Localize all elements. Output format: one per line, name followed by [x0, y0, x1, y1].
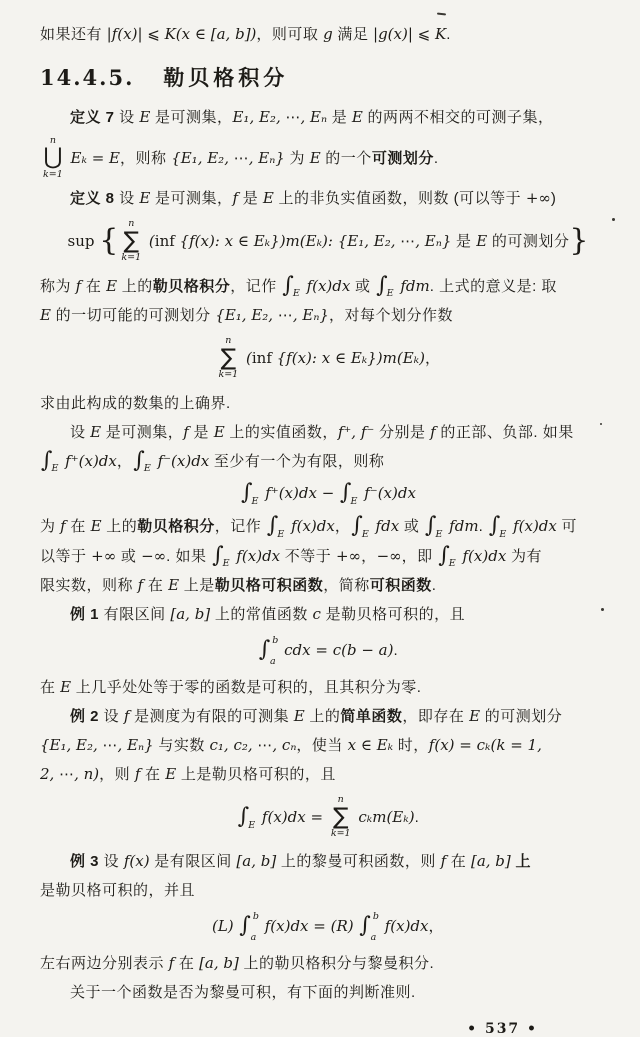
text-line	[40, 103, 616, 132]
text-run: 的可测划分	[480, 708, 563, 726]
text-run: .	[414, 809, 420, 827]
text-run: 是	[238, 190, 263, 208]
integral-glyph: ∫	[41, 447, 53, 473]
integral-limits	[251, 912, 259, 942]
math-run: f	[168, 954, 175, 973]
text-run: 上的黎曼可积函数，则	[276, 853, 441, 871]
integral-glyph: ∫	[282, 272, 294, 298]
scan-artifact	[600, 423, 602, 425]
math-run: E	[139, 108, 151, 126]
text-run: 不等于	[280, 547, 336, 565]
math-run: [a, b]	[236, 852, 277, 871]
math-run: f⁻(x)dx	[359, 484, 416, 503]
math-run: f(x)dx	[379, 917, 429, 936]
upper-limit: b	[372, 911, 379, 923]
integral-subscript: E	[361, 528, 369, 540]
operator-glyph: ∑	[332, 803, 349, 830]
text-run: 是可测集，	[150, 190, 233, 208]
text-run: 设	[99, 853, 124, 871]
text-run: 以等于	[40, 547, 92, 565]
math-run: f(x)dx	[301, 276, 351, 295]
bold-term: 简单函数	[340, 708, 403, 726]
text-run: ，	[361, 547, 377, 565]
big-brace: }	[569, 222, 589, 258]
text-run: 设	[114, 190, 140, 208]
body-lines	[40, 103, 616, 1007]
bold-term: 可测划分	[371, 150, 434, 168]
integral-subscript: E	[435, 528, 443, 540]
lower-limit: k=1	[218, 369, 239, 381]
integral-glyph: ∫	[376, 272, 388, 298]
text-run: 分别是	[374, 423, 431, 441]
integral-glyph: ∫	[241, 480, 253, 506]
math-run: f	[134, 765, 141, 784]
integral-subscript: E	[448, 558, 456, 570]
math-run: f⁺(x)dx	[60, 451, 117, 470]
text-line	[40, 272, 616, 302]
formula-line	[40, 796, 616, 840]
math-run: f(x) = cₖ(k = 1,	[428, 736, 542, 755]
text-run: 上是	[179, 577, 215, 595]
text-run: 如果还有	[40, 26, 107, 43]
lower-limit: k=1	[43, 168, 63, 180]
text-run: ，即	[401, 547, 438, 565]
formula-line	[40, 480, 616, 507]
text-run: 是勒贝格可积的，且	[320, 606, 466, 624]
lower-limit: a	[270, 655, 276, 667]
integral-sign	[340, 480, 358, 507]
text-run: 左右两边分别表示	[40, 955, 169, 973]
text-run: 或	[116, 547, 142, 565]
math-run: f	[440, 852, 447, 871]
operator-name: sup	[67, 232, 100, 251]
formula-line	[40, 220, 616, 264]
text-run: ，则称	[120, 150, 172, 168]
text-line	[40, 184, 616, 213]
operator-name: inf	[154, 232, 175, 251]
scan-artifact	[601, 608, 604, 611]
text-run: 可	[556, 518, 578, 536]
math-run: c	[312, 605, 321, 624]
math-run: f(x)	[123, 852, 150, 871]
upper-limit: b	[252, 911, 259, 923]
math-run: {E₁, E₂, ⋯, Eₙ}	[40, 736, 154, 755]
text-line	[40, 949, 616, 978]
text-run: 为	[284, 150, 310, 168]
integral-sign-with-limits	[239, 912, 259, 942]
integral-subscript: E	[248, 819, 256, 831]
text-line	[40, 447, 616, 477]
math-run: f(x)dx =	[257, 808, 328, 827]
math-run: (	[241, 349, 252, 368]
text-run: 满足	[332, 26, 374, 43]
text-run: 是	[451, 233, 477, 251]
bold-term: 定义 7	[70, 109, 115, 126]
math-run: E	[139, 189, 151, 208]
text-run: ，	[428, 918, 445, 936]
text-run: 或	[399, 518, 424, 536]
integral-glyph: ∫	[239, 913, 251, 939]
math-run: E	[469, 707, 481, 726]
math-run: f(x)dx	[508, 517, 557, 536]
bold-term: 例 2	[70, 708, 100, 726]
math-run: f	[137, 576, 144, 595]
text-run: 上是勒贝格可积的，且	[176, 766, 336, 784]
text-line	[40, 978, 616, 1007]
text-line	[40, 389, 616, 418]
math-run: fdm	[444, 517, 479, 536]
text-line	[40, 673, 616, 702]
text-run: ，对每个划分作数	[328, 307, 453, 325]
math-run: Eₖ = E	[65, 149, 121, 168]
text-run: 的一个	[320, 150, 372, 168]
text-run: 关于一个函数是否为黎曼可积，有下面的判断准则.	[70, 984, 416, 1002]
integral-subscript: E	[251, 495, 259, 507]
text-run: 是测度为有限的可测集	[129, 708, 294, 726]
math-run: [a, b]	[470, 852, 511, 871]
integral-sign	[425, 513, 443, 542]
operator-glyph: ⋃	[43, 144, 63, 171]
integral-sign	[351, 513, 369, 542]
text-run: ，	[425, 350, 441, 368]
operator-name: inf	[251, 349, 272, 368]
integral-glyph: ∫	[133, 447, 145, 473]
sum-operator	[121, 219, 141, 263]
text-run: .	[431, 577, 437, 595]
text-run: 有限区间	[99, 606, 171, 624]
integral-glyph: ∫	[488, 513, 501, 539]
math-run: E	[165, 765, 177, 784]
math-run: f(x)dx	[457, 546, 507, 565]
bold-term: 可积函数	[369, 577, 432, 595]
text-run: 限实数，则称	[40, 577, 138, 595]
text-line	[40, 731, 616, 760]
big-brace: {	[99, 222, 119, 258]
text-run: ，	[334, 518, 351, 536]
bold-term: 例 3	[70, 853, 100, 871]
text-run: 在	[140, 766, 166, 784]
bold-term: 勒贝格可积函数	[214, 577, 324, 595]
bold-term: 例 1	[70, 606, 100, 624]
integral-glyph: ∫	[351, 513, 363, 539]
formula-line	[40, 912, 616, 942]
integral-sign	[489, 513, 507, 542]
text-run: 是勒贝格可积的，并且	[40, 882, 196, 900]
text-run: 是可测集，	[101, 423, 184, 441]
text-run: 上的勒贝格积分与黎曼积分.	[238, 955, 435, 973]
text-line	[40, 702, 616, 731]
text-run: 在	[40, 679, 61, 697]
text-run: . 上式的意义是: 取	[429, 277, 557, 295]
integral-sign	[267, 513, 285, 542]
math-run: f⁺(x)dx −	[260, 484, 340, 503]
text-run: 设	[70, 423, 91, 441]
text-line	[40, 132, 616, 184]
lower-limit: a	[370, 931, 377, 943]
text-run: 在	[65, 518, 91, 536]
integral-glyph: ∫	[266, 513, 279, 539]
bold-term: 定义 8	[70, 190, 115, 208]
math-run: fdm	[395, 276, 430, 295]
text-run: ，记作	[214, 518, 266, 536]
math-run: {E₁, E₂, ⋯, Eₙ}	[171, 149, 285, 168]
integral-sign	[133, 447, 151, 476]
lower-limit: a	[250, 931, 257, 943]
text-line	[40, 760, 616, 789]
math-run: f⁻(x)dx	[152, 451, 210, 470]
text-run: ，简称	[323, 577, 370, 595]
upper-limit: n	[225, 335, 232, 347]
text-run: 上的非负实值函数，则数 (可以等于	[273, 190, 526, 208]
text-run: 上的常值函数	[210, 606, 313, 624]
math-run: (	[144, 232, 155, 251]
text-run: 上的	[304, 708, 341, 726]
lower-limit: k=1	[121, 252, 142, 264]
math-run: {f(x): x ∈ Eₖ})m(Eₖ): {E₁, E₂, ⋯, Eₙ}	[174, 232, 452, 251]
math-run: |f(x)| ⩽ K(x ∈ [a, b])	[106, 25, 257, 43]
text-run: ，即存在	[402, 708, 470, 726]
integral-sign	[237, 804, 256, 831]
text-line	[40, 571, 616, 600]
text-run: . 如果	[166, 547, 212, 565]
text-line	[40, 418, 616, 447]
math-run: E	[90, 422, 102, 441]
math-run: 2, ⋯, n)	[40, 765, 100, 784]
math-run: f⁺, f⁻	[337, 422, 375, 441]
text-run: ，使当	[296, 737, 348, 755]
text-line	[40, 512, 616, 542]
math-run: fdx	[370, 517, 400, 536]
text-run: 是有限区间	[149, 853, 237, 871]
sum-operator	[331, 795, 351, 839]
math-run: +∞	[91, 546, 117, 565]
integral-subscript: E	[222, 558, 230, 570]
section-number: 14.4.5.	[40, 65, 135, 90]
lower-limit: k=1	[330, 828, 351, 839]
integral-glyph: ∫	[258, 637, 271, 663]
math-run: E	[90, 517, 102, 536]
math-run: E	[60, 678, 72, 697]
union-operator	[43, 136, 63, 180]
math-run: {E₁, E₂, ⋯, Eₙ}	[215, 306, 329, 325]
math-run: c₁, c₂, ⋯, cₙ	[209, 736, 297, 755]
bold-term: 勒贝格积分	[137, 518, 215, 536]
integral-subscript: E	[499, 528, 507, 540]
math-run: f(x)dx	[286, 517, 335, 536]
math-run: E	[476, 232, 488, 251]
math-run: f	[123, 707, 130, 726]
math-run: cₖm(Eₖ)	[353, 808, 415, 827]
math-run: E	[262, 189, 274, 208]
math-run: E	[309, 149, 321, 168]
integral-sign	[241, 480, 259, 507]
text-run: 至少有一个为有限，则称	[209, 452, 385, 470]
text-run: 与实数	[153, 737, 210, 755]
integral-sign	[376, 272, 394, 301]
math-run: |g(x)| ⩽ K	[373, 25, 447, 43]
math-run: E	[40, 306, 51, 325]
integral-sign-with-limits	[359, 912, 379, 942]
integral-subscript: E	[292, 288, 300, 300]
formula-line	[40, 636, 616, 666]
text-run: 设	[114, 109, 140, 126]
text-run: 设	[99, 708, 124, 726]
math-run: E	[168, 576, 180, 595]
text-run: 为	[40, 518, 61, 536]
integral-subscript: E	[386, 288, 394, 300]
text-run: .	[433, 150, 439, 168]
math-run: [a, b]	[199, 954, 239, 973]
math-run: E	[213, 422, 225, 441]
text-run: 上的	[117, 277, 153, 295]
math-run: f	[183, 422, 189, 441]
section-title: 勒贝格积分	[163, 67, 289, 90]
operator-glyph: ∑	[220, 344, 237, 371]
math-run: f	[75, 276, 82, 295]
integral-subscript: E	[350, 495, 358, 507]
text-run: ，	[116, 452, 133, 470]
formula-line	[40, 337, 616, 381]
text-run: .	[393, 642, 399, 660]
math-run: f(x)dx = (R)	[259, 917, 359, 936]
text-run: 在	[446, 853, 471, 871]
math-run: −∞	[376, 546, 402, 565]
text-run: 的两两不相交的可测子集，	[362, 109, 554, 126]
text-run: 的一切可能的可测划分	[50, 307, 216, 325]
text-run: 时，	[393, 737, 429, 755]
text-run: 是	[327, 109, 352, 126]
integral-subscript: E	[143, 463, 151, 475]
text-run: 或	[350, 277, 376, 295]
integral-sign	[282, 272, 300, 301]
math-run: (L)	[211, 917, 239, 936]
text-line	[40, 847, 616, 876]
math-run: x ∈ Eₖ	[347, 736, 394, 755]
upper-limit: n	[49, 135, 56, 146]
integral-glyph: ∫	[425, 513, 437, 539]
upper-limit: n	[337, 794, 344, 806]
integral-sign	[41, 447, 59, 476]
integral-sign-with-limits	[259, 636, 279, 666]
text-run: 上的	[101, 518, 138, 536]
text-run: 的可测划分	[487, 233, 570, 251]
integral-limits	[270, 636, 278, 666]
operator-glyph: ∑	[123, 227, 139, 254]
integral-glyph: ∫	[359, 913, 371, 939]
scan-artifact	[612, 218, 615, 221]
text-run: 的正部、负部. 如果	[435, 423, 574, 441]
integral-sign	[212, 542, 230, 571]
sum-operator	[218, 336, 238, 380]
math-run: g	[323, 25, 333, 43]
text-run: 是可测集，	[150, 109, 233, 126]
integral-glyph: ∫	[438, 542, 450, 568]
math-run: [a, b]	[170, 605, 211, 624]
math-run: f	[430, 422, 436, 441]
integral-subscript: E	[277, 528, 285, 540]
math-run: E	[351, 108, 363, 126]
text-run: 求由此构成的数集的上确界.	[40, 394, 231, 412]
text-run: 称为	[40, 277, 76, 295]
text-line	[40, 20, 616, 49]
math-run: cdx = c(b − a)	[279, 641, 394, 660]
page-number: • 537 •	[467, 1021, 538, 1037]
integral-subscript: E	[51, 463, 59, 475]
text-run: ，则可取	[256, 26, 324, 43]
upper-limit: b	[272, 635, 279, 647]
integral-sign	[438, 542, 456, 571]
pre-heading-lines	[40, 20, 616, 49]
text-run: 在	[81, 277, 107, 295]
bold-term: 勒贝格积分	[152, 277, 231, 295]
math-run: E	[106, 276, 118, 295]
text-run: )	[550, 190, 557, 208]
section-heading	[40, 62, 616, 92]
bold-term: 上	[515, 853, 531, 871]
integral-glyph: ∫	[212, 542, 224, 568]
integral-glyph: ∫	[237, 804, 250, 830]
text-run: .	[478, 518, 488, 536]
math-run: −∞	[141, 546, 167, 565]
text-run: ，记作	[230, 277, 282, 295]
math-run: {f(x): x ∈ Eₖ})m(Eₖ)	[271, 349, 425, 368]
math-run: +∞	[525, 189, 551, 208]
math-run: f	[232, 189, 239, 208]
text-run: 上的实值函数，	[224, 423, 338, 441]
text-run: 在	[174, 955, 200, 973]
text-line	[40, 542, 616, 572]
text-run: 上几乎处处等于零的函数是可积的，且其积分为零.	[71, 679, 422, 697]
integral-limits	[371, 912, 379, 942]
text-line	[40, 301, 616, 330]
text-line	[40, 600, 616, 629]
text-run: 为有	[506, 547, 542, 565]
math-run: +∞	[335, 546, 362, 565]
upper-limit: n	[128, 218, 135, 230]
math-run: E₁, E₂, ⋯, Eₙ	[232, 108, 328, 126]
integral-glyph: ∫	[340, 480, 352, 506]
text-run: 在	[143, 577, 169, 595]
text-run: 是	[188, 423, 214, 441]
math-run: f	[60, 517, 66, 536]
text-line	[40, 876, 616, 905]
text-run: .	[446, 26, 451, 43]
math-run: f(x)dx	[231, 546, 281, 565]
math-run: E	[293, 707, 305, 726]
text-run: ，则	[99, 766, 135, 784]
